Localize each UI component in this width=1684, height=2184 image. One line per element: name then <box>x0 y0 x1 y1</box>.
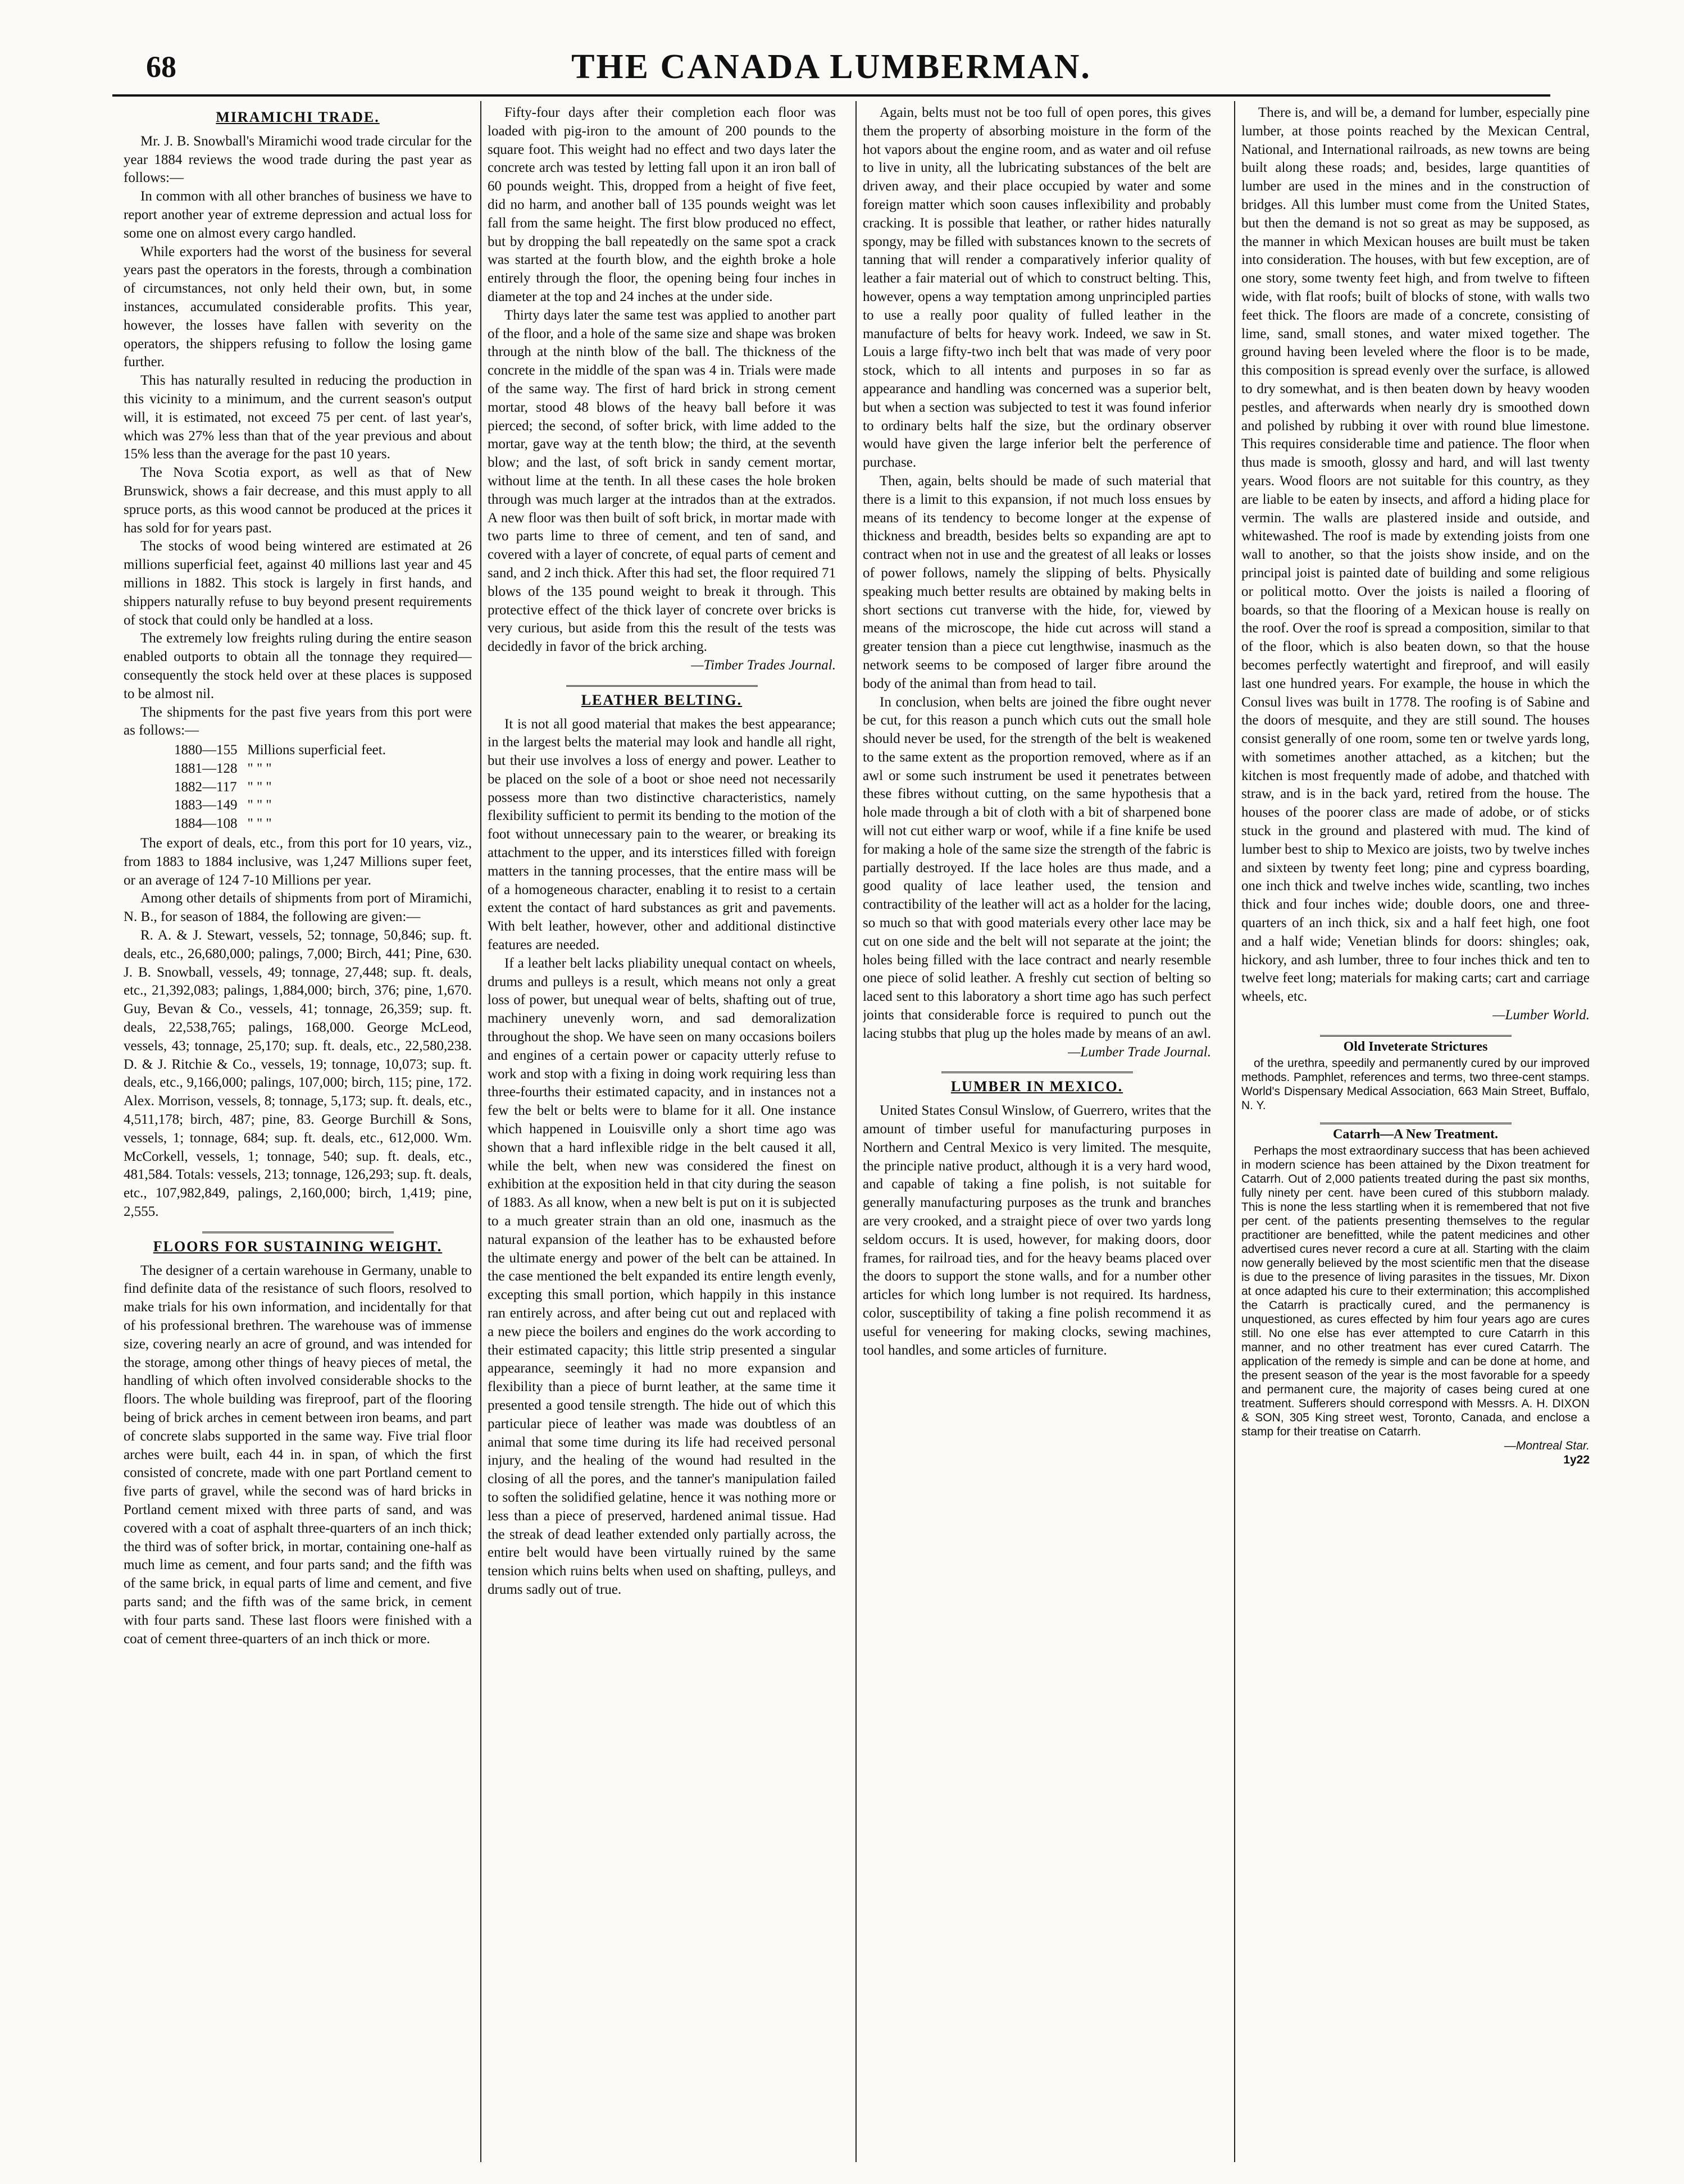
ad-source: —Montreal Star. <box>1504 1439 1590 1452</box>
column-rule <box>855 101 857 2162</box>
ad-code: 1y22 <box>1563 1453 1590 1466</box>
article-heading-floors: FLOORS FOR SUSTAINING WEIGHT. <box>153 1238 443 1255</box>
paragraph: Fifty-four days after their completion each floor was loaded with pig-iron to the amount of 200 pounds to the square foot. This weight had no effect and two days later the concrete arch was tested by letting fall upon it an iron ball of 60 pounds weight. This, dropped from a height of five feet, did no harm, and another ball of 135 pounds weight was let fall from the same height. The first blow produced no effect, but by dropping the ball repeatedly on the same spot a crack was started at the fourth blow, and the eighth broke a hole entirely through the floor, the opening being four inches in diameter at the top and 24 inches at the under side. <box>488 105 836 304</box>
shipments-year: 1880—155 <box>174 742 238 758</box>
paragraph: R. A. & J. Stewart, vessels, 52; tonnage, 50,846; sup. ft. deals, etc., 26,680,000; palings, 7,000; Birch, 441; Pine, 630. J. B. Snowball, vessels, 49; tonnage, 27,448; sup. ft. deals, etc., 21,392,083; palings, 1,884,000; birch, 376; pine, 1,670. Guy, Bevan & Co., vessels, 41; tonnage, 26,359; sup. ft. deals, 22,538,765; palings, 168,000. George McLeod, vessels, 43; tonnage, 25,170; sup. ft. deals, etc., 22,580,238. D. & J. Ritchie & Co., vessels, 19; tonnage, 10,073; sup. ft. deals, etc., 9,166,000; palings, 107,000; birch, 115; pine, 172. Alex. Morrison, vessels, 8; tonnage, 5,173; sup. ft. deals, etc., 4,511,178; birch, 487; pine, 83. George Burchill & Sons, vessels, 1; tonnage, 684; sup. ft. deals, etc., 612,000. Wm. McCorkell, vessels, 1; tonnage, 540; sup. ft. deals, etc., 481,584. Totals: vessels, 213; tonnage, 126,293; sup. ft. deals, etc., 107,982,849, palings, 2,160,000; birch, 1,419; pine, 2,555. <box>124 928 472 1220</box>
paragraph: The extremely low freights ruling during the entire season enabled outports to obtain all the tonnage they required—consequently the stock held over at these places is supposed to be almost nil. <box>124 631 472 701</box>
column-rule <box>480 101 481 2162</box>
paragraph: Thirty days later the same test was applied to another part of the floor, and a hole of the same size and shape was broken through at the ninth blow of the ball. The thickness of the concrete in the middle of the span was 4 in. Trials were made of the same way. The first of hard brick in strong cement mortar, stood 48 blows of the heavy ball before it was pierced; the second, of softer brick, with lime added to the mortar, gave way at the tenth blow; the third, at the seventh blow; and the last, of soft brick in sandy cement mortar, without lime at the tenth. In all these cases the hole broken through was much larger at the intrados than at the extrados. A new floor was then built of soft brick, in mortar made with two parts lime to three of cement, and ten of sand, and covered with a layer of concrete, of equal parts of cement and sand, and 2 inch thick. After this had set, the floor required 71 blows of the 135 pound weight to break it through. This protective effect of the thick layer of concrete over bricks is very curious, but aside from this the result of the tests was decidedly in favor of the brick arching. <box>488 307 836 655</box>
section-divider <box>202 1232 394 1233</box>
shipments-unit: " " " <box>247 797 272 813</box>
shipments-unit: Millions superficial feet. <box>247 742 386 758</box>
page-number: 68 <box>146 50 176 84</box>
shipments-year: 1881—128 <box>174 760 238 776</box>
paragraph: It is not all good material that makes the best appearance; in the largest belts the material may look and handle all right, but their use involves a loss of energy and power. Leather to be placed on the sole of a boot or shoe need not necessarily possess more than two distinctive characteristics, namely flexibility sufficient to permit its bending to the motion of the foot without unnecessary pain to the wearer, or breaking its attachment to the upper, and its interstices filled with foreign matters in the tanning processes, that the entire mass will be of a homogeneous character, enabling it to resist to a certain extent the contact of hard substances as grit and pavements. With belt leather, however, other and additional distinctive features are needed. <box>488 716 836 953</box>
paragraph: The shipments for the past five years from this port were as follows:— <box>124 704 472 738</box>
column-3 <box>863 104 1211 2159</box>
shipments-year: 1883—149 <box>174 797 238 813</box>
paragraph: Mr. J. B. Snowball's Miramichi wood trade circular for the year 1884 reviews the wood trade during the past year as follows:— <box>124 133 472 186</box>
paragraph: The export of deals, etc., from this port for 10 years, viz., from 1883 to 1884 inclusive, was 1,247 Millions super feet, or an average of 124 7-10 Millions per year. <box>124 836 472 888</box>
article-heading-mexico: LUMBER IN MEXICO. <box>950 1078 1123 1095</box>
paragraph: While exporters had the worst of the business for several years past the operators in the forests, through a combination of circumstances, not only held their own, but, in some instances, accumulated considerable profits. This year, however, the losses have fallen with severity on the operators, the shippers refusing to follow the losing game further. <box>124 244 472 370</box>
section-divider <box>566 685 758 687</box>
column-1 <box>124 104 472 2159</box>
ad-body: of the urethra, speedily and permanently cured by our improved methods. Pamphlet, references and terms, two three-cent stamps. World's Dispensary Medical Association, 663 Main Street, Buffalo, N. Y. <box>1241 1056 1590 1112</box>
shipments-table <box>174 741 396 833</box>
column-2 <box>488 104 836 2159</box>
advertisement-strictures <box>1241 1040 1590 1112</box>
paragraph: There is, and will be, a demand for lumber, especially pine lumber, at those points reached by the Mexican Central, National, and International railroads, as new towns are being built along these roads; and, besides, large quantities of lumber are used in the mines and in the construction of bridges. All this lumber must come from the United States, but then the demand is not so great as may be supposed, as the manner in which Mexican houses are built must be taken into consideration. The houses, with but few exception, are of one story, some twenty feet high, and from twelve to fifteen wide, with flat roofs; built of blocks of stone, with walls two feet thick. The floors are made of a concrete, consisting of lime, sand, small stones, and water mixed together. The ground having been leveled where the floor is to be made, this composition is spread evenly over the surface, is allowed to dry somewhat, and is then beaten down by heavy wooden pestles, and afterwards when nearly dry is smoothed down and polished by rubbing it over with round blue limestone. This requires considerable time and patience. The floor when thus made is smooth, glossy and hard, and will last twenty years. Wood floors are not suitable for this country, as they are liable to be eaten by insects, and afford a hiding place for vermin. The walls are plastered inside and outside, and whitewashed. The roof is made by extending joists from one wall to another, so that the joists show inside, and on the principal joist is painted date of building and some religious or political motto. Over the joists is nailed a flooring of boards, so that the flooring of a Mexican house is really on the roof. Over the roof is spread a composition, similar to that of the floor, which is also beaten down, so that the house becomes perfectly watertight and fireproof, and will easily last one hundred years. For example, the house in which the Consul lives was built in 1778. The roofing is of Sabine and the doors of mesquite, and they are still sound. The houses consist generally of one room, some ten or twelve yards long, with sometimes another attached, as a kitchen; but the kitchen is most frequently made of adobe, and thatched with straw, and is in the back yard, retired from the house. The houses of the poorer class are made of adobe, or of sticks stuck in the ground and plastered with mud. The kind of lumber best to ship to Mexico are joists, two by twelve inches and sixteen by twenty feet long; pine and cypress boarding, one inch thick and twelve inches wide, scantling, two inches thick and four inches wide; double doors, one and three-quarters of an inch thick, six and a half feet high, one foot and a half wide; Venetian blinds for doors: shingles; oak, hickory, and ash lumber, three to four inches thick and ten to twelve feet long; materials for making carts; cart and carriage wheels, etc. <box>1241 105 1590 1005</box>
shipments-unit: " " " <box>247 779 272 795</box>
shipments-row <box>174 760 396 778</box>
masthead-rule <box>112 94 1550 97</box>
article-source: —Lumber Trade Journal. <box>1068 1044 1211 1060</box>
section-divider <box>941 1072 1133 1073</box>
shipments-year: 1882—117 <box>174 779 237 795</box>
paragraph: The stocks of wood being wintered are estimated at 26 millions superficial feet, against 40 millions last year and 45 millions in 1882. This stock is largely in first hands, and shippers naturally refuse to buy beyond present requirements of stock that could only be handled at a loss. <box>124 539 472 628</box>
paragraph: This has naturally resulted in reducing the production in this vicinity to a minimum, and the current season's output will, it is estimated, not exceed 75 per cent. of last year's, which was 27% less than that of the year previous and about 15% less than the average for the past 10 years. <box>124 373 472 462</box>
advertisement-catarrh <box>1241 1128 1590 1467</box>
paragraph: If a leather belt lacks pliability unequal contact on wheels, drums and pulleys is a result, which means not only a great loss of power, but unequal wear of belts, shafting out of true, machinery unevenly worn, and sad demoralization throughout the shop. We have seen on many occasions boilers and engines of a certain power or capacity utterly refuse to work and stop with a fixing in doing work requiring less than three-fourths their estimated capacity, and in instances not a few the belt or belts were to blame for it all. One instance which happened in Louisville only a short time ago was shown that a hard inflexible ridge in the belt caused it all, while the belt, when new was considered the finest on exhibition at the exposition held in that city during the season of 1883. As all know, when a new belt is put on it is subjected to a much greater strain than an old one, inasmuch as the natural expansion of the leather has to be exhausted before the ultimate energy and power of the belt can be attained. In the case mentioned the belt expanded its entire length evenly, excepting this small portion, which happily in this instance ran entirely across, and after being cut out and replaced with a new piece the boilers and engines do the work according to their estimated capacity; this little strip presented a singular appearance, seemingly it had no more expansion and flexibility than a piece of burnt leather, at the same time it presented a good tensile strength. The hide out of which this particular piece of leather was made was doubtless of an animal that some time during its life had received personal injury, and the healing of the wound had resulted in the closing of all the pores, and the tanner's manipulation failed to soften the solidified gelatine, hence it was nothing more or less than a piece of preserved, hardened animal tissue. Had the streak of dead leather extended only partially across, the entire belt would have been virtually ruined by the same tension which ruins belts when used on shafting, pulleys, and drums sadly out of true. <box>488 955 836 1597</box>
shipments-unit: " " " <box>247 816 272 832</box>
masthead-bar <box>112 49 1550 89</box>
paragraph: The Nova Scotia export, as well as that of New Brunswick, shows a fair decrease, and this must apply to all spruce ports, as this wood cannot be produced at the prices it has sold for for years past. <box>124 465 472 536</box>
article-heading-miramichi: MIRAMICHI TRADE. <box>216 109 380 125</box>
shipments-row <box>174 796 396 815</box>
paragraph: Among other details of shipments from port of Miramichi, N. B., for season of 1884, the following are given:— <box>124 891 472 925</box>
paragraph: United States Consul Winslow, of Guerrero, writes that the amount of timber useful for manufacturing purposes in Northern and Central Mexico is very limited. The mesquite, the principle native product, although it is a very hard wood, and capable of taking a fine polish, is not suitable for generally manufacturing purposes as the trunk and branches are very crooked, and a straight piece of over two yards long seldom occurs. It is used, however, for making doors, door frames, for railroad ties, and for the heavy beams placed over the doors to support the stone walls, and for a number other articles for which long lumber is not required. Its hardness, color, susceptibility of taking a fine polish recommend it as useful for veneering for making clocks, sewing machines, tool handles, and some articles of furniture. <box>863 1103 1211 1358</box>
section-divider <box>1320 1123 1512 1124</box>
article-source: —Lumber World. <box>1492 1007 1590 1023</box>
masthead-title: THE CANADA LUMBERMAN. <box>571 48 1091 86</box>
paragraph: The designer of a certain warehouse in Germany, unable to find definite data of the resistance of such floors, resolved to make trials for his own information, and incidentally for that of his professional brethren. The warehouse was of immense size, covering nearly an acre of ground, and was intended for the storage, among other things of heavy pieces of metal, the handling of which often involved considerable shocks to the floors. The whole building was fireproof, part of the flooring being of brick arches in cement between iron beams, and part of concrete slabs supported in the same way. Five trial floor arches were built, each 44 in. in span, of which the first consisted of concrete, made with one part Portland cement to five parts of gravel, while the second was of hard bricks in Portland cement mixed with three parts of sand, and was covered with a coat of asphalt three-quarters of an inch thick; the third was of softer brick, in mortar, containing one-half as much lime as cement, and four parts sand; and the fifth was of the same brick, in equal parts of lime and cement, and five parts sand; and the fifth was of the same brick, in cement with four parts sand. These last floors were finished with a coat of cement three-quarters of an inch thick or more. <box>124 1262 472 1647</box>
shipments-unit: " " " <box>247 760 272 776</box>
paragraph: In common with all other branches of business we have to report another year of extreme depression and actual loss for some one on almost every cargo handled. <box>124 189 472 241</box>
article-source: —Timber Trades Journal. <box>691 657 836 673</box>
ad-heading: Catarrh—A New Treatment. <box>1333 1127 1498 1142</box>
paragraph: Then, again, belts should be made of such material that there is a limit to this expansion, if not much loss ensues by means of its tendency to become longer at the expense of thickness and breadth, besides belts so expanding are apt to contract when not in use and the greatest of all leaks or losses of power follows, namely the slipping of belts. Physically speaking much better results are obtained by making belts in short sections cut tranverse with the hide, for, viewed by means of the microscope, the hide cut across will stand a greater tension than a piece cut lengthwise, inasmuch as the network seems to be composed of larger fibre around the body of the animal than from head to tail. <box>863 473 1211 691</box>
article-heading-leather: LEATHER BELTING. <box>581 691 743 708</box>
column-rule <box>1234 101 1235 2162</box>
shipments-row <box>174 815 396 833</box>
column-4 <box>1241 104 1590 2159</box>
ad-heading: Old Inveterate Strictures <box>1343 1039 1488 1054</box>
section-divider <box>1320 1035 1512 1037</box>
shipments-row <box>174 741 396 760</box>
ad-body: Perhaps the most extraordinary success that has been achieved in modern science has been attained by the Dixon treatment for Catarrh. Out of 2,000 patients treated during the past six months, fully ninety per cent. have been cured of this stubborn malady. This is none the less startling when it is remembered that not five per cent. of the patients presenting themselves to the regular practitioner are benefitted, while the patent medicines and other advertised cures never record a cure at all. Starting with the claim now generally believed by the most scientific men that the disease is due to the presence of living parasites in the tissues, Mr. Dixon at once adapted his cure to their extermination; this accomplished the Catarrh is practically cured, and the permanency is unquestioned, as cures effected by him four years ago are cures still. No one else has ever attempted to cure Catarrh in this manner, and no other treatment has ever cured Catarrh. The application of the remedy is simple and can be done at home, and the present season of the year is the most favorable for a speedy and permanent cure, the majority of cases being cured at one treatment. Sufferers should correspond with Messrs. A. H. DIXON & SON, 305 King street west, Toronto, Canada, and enclose a stamp for their treatise on Catarrh. <box>1241 1144 1590 1438</box>
shipments-row <box>174 778 396 797</box>
shipments-year: 1884—108 <box>174 816 238 832</box>
paragraph: Again, belts must not be too full of open pores, this gives them the property of absorbing moisture in the form of the hot vapors about the engine room, and as water and oil refuse to live in unity, all the lubricating substances of the belt are driven away, and their place occupied by water and some foreign matter which soon causes inflexibility and probably cracking. It is possible that leather, or rather hides naturally spongy, may be filled with substances known to the secrets of tanning that will render a comparatively inferior quality of leather a fair material out of which to construct belting. This, however, opens a way temptation among unprincipled parties to use a really poor quality of fulled leather in the manufacture of belts for heavy work. Indeed, we saw in St. Louis a large fifty-two inch belt that was made of very poor stock, which to all intents and purposes in so far as appearance and handling was concerned was a superior belt, but when a section was subjected to test it was found inferior to ordinary belts half the size, but the ordinary observer would have given the large inferior belt the perference of purchase. <box>863 105 1211 471</box>
paragraph: In conclusion, when belts are joined the fibre ought never be cut, for this reason a punch which cuts out the small hole should never be used, for the strength of the belt is weakened to the same extent as the proportion removed, where as if an awl or some such instrument be used it penetrates between these fibres without cutting, on the same hypothesis that a hole made through a bit of cloth with a bit of sharpened bone will not cut either warp or woof, while if a fine knife be used for making a hole of the same size the strength of the fabric is partially destroyed. If the lace holes are thus made, and a good quality of lace leather used, the tension and contractibility of the leather will act as a holder for the lacing, so much so that with good materials every other lace may be cut on one side and the belt will not separate at the joint; the holes being filled with the lace contract and nearly resemble one piece of solid leather. A freshly cut section of belting so laced sent to this laboratory a short time ago has such perfect joints that considerable force is required to punch out the lacing stubbs that plug up the holes made by means of an awl. <box>863 694 1211 1041</box>
